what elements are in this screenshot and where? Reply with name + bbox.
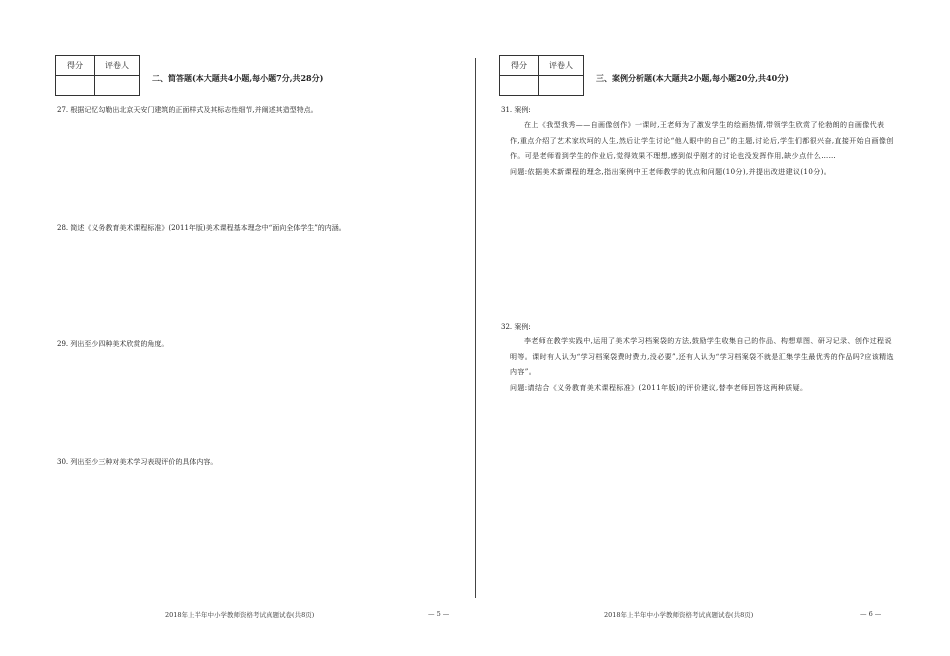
section-title-short-answer: 二、简答题(本大题共4小题,每小题7分,共28分) (152, 73, 324, 83)
grader-header: 评卷人 (95, 56, 140, 76)
score-cell (500, 76, 539, 96)
question-28: 28. 简述《义务教育美术课程标准》(2011年版)美术课程基本理念中“面向全体学生”的内涵。 (57, 224, 346, 232)
case-31-text: 在上《我型我秀——自画像创作》一课时,王老师为了激发学生的绘画热情,带领学生欣赏了伦勃朗的自画像代表作,重点介绍了艺术家坎坷的人生,然后让学生讨论“他人眼中的自己”的主题,讨论后,学生们都很兴奋,直接开始自画像创作。可是老师看到学生的作业后,觉得效果不理想,感到似乎刚才的讨论也没发挥作用,缺少点什么…… (510, 121, 894, 160)
page-number-right: — 6 — (860, 610, 882, 618)
score-header: 得分 (56, 56, 95, 76)
question-32-prompt: 问题:请结合《义务教育美术课程标准》(2011年版)的评价建议,替李老师回答这两种质疑。 (510, 383, 808, 392)
grader-cell (539, 76, 584, 96)
question-27: 27. 根据记忆勾勒出北京天安门建筑的正面样式及其标志性细节,并阐述其造型特点。 (57, 106, 318, 114)
question-32-body (510, 334, 894, 396)
score-table-right (499, 55, 584, 96)
score-table-left (55, 55, 140, 96)
footer-title-right: 2018年上半年中小学教师资格考试真题试卷(共8页) (604, 611, 754, 619)
section-title-case-analysis: 三、案例分析题(本大题共2小题,每小题20分,共40分) (596, 73, 789, 83)
case-32-text: 李老师在教学实践中,运用了美术学习档案袋的方法,鼓励学生收集自己的作品、构想草图、研习记录、创作过程说明等。课时有人认为“学习档案袋费时费力,没必要”,还有人认为“学习档案袋不就是汇集学生最优秀的作品吗?应该精选内容”。 (510, 337, 894, 376)
question-32-label: 32. 案例: (501, 323, 531, 331)
right-page (476, 0, 950, 656)
score-header: 得分 (500, 56, 539, 76)
question-29: 29. 列出至少四种美术欣赏的角度。 (57, 340, 169, 348)
page-number-left: — 5 — (428, 610, 450, 618)
question-31-body (510, 118, 894, 180)
score-cell (56, 76, 95, 96)
grader-cell (95, 76, 140, 96)
question-30: 30. 列出至少三种对美术学习表现评价的具体内容。 (57, 458, 218, 466)
question-31-prompt: 问题:依据美术新课程的理念,指出案例中王老师教学的优点和问题(10分),并提出改进建议(10分)。 (510, 167, 832, 176)
question-31-label: 31. 案例: (501, 106, 531, 114)
grader-header: 评卷人 (539, 56, 584, 76)
footer-title-left: 2018年上半年中小学教师资格考试真题试卷(共8页) (165, 611, 315, 619)
